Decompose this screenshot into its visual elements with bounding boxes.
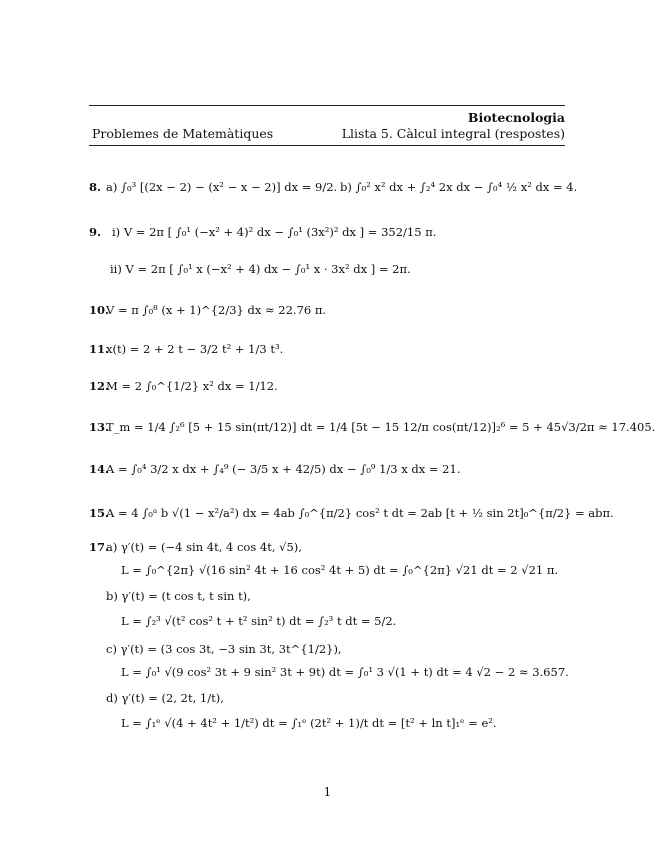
item-number: 10. xyxy=(89,303,110,317)
header-top-rule xyxy=(89,105,565,106)
answer-line: i) V = 2π [ ∫₀¹ (−x² + 4)² dx − ∫₀¹ (3x²)² dx ] = 352/15 π. xyxy=(112,225,437,239)
answer-line: b) ∫₀² x² dx + ∫₂⁴ 2x dx − ∫₀⁴ ½ x² dx = 4. xyxy=(340,180,578,194)
item-number: 14. xyxy=(89,462,110,476)
answer-line: x(t) = 2 + 2 t − 3/2 t² + 1/3 t³. xyxy=(106,342,284,356)
answer-line: a) γ′(t) = (−4 sin 4t, 4 cos 4t, √5), xyxy=(106,540,302,554)
document-title: Problemes de Matemàtiques xyxy=(92,126,274,141)
item-number: 17. xyxy=(89,540,110,554)
page-number: 1 xyxy=(323,785,332,799)
course-name: Biotecnologia xyxy=(467,110,565,125)
header-bottom-rule xyxy=(89,145,565,146)
answer-line: L = ∫₀¹ √(9 cos² 3t + 9 sin² 3t + 9t) dt = ∫₀¹ 3 √(1 + t) dt = 4 √2 − 2 ≈ 3.657. xyxy=(121,665,569,679)
item-number: 8. xyxy=(89,180,102,194)
item-number: 11. xyxy=(89,342,110,356)
answer-line: M = 2 ∫₀^{1/2} x² dx = 1/12. xyxy=(106,379,278,393)
item-number: 12. xyxy=(89,379,110,393)
item-number: 13. xyxy=(89,420,110,434)
answer-line: V = π ∫₀⁸ (x + 1)^{2/3} dx ≈ 22.76 π. xyxy=(106,303,327,317)
answer-line: c) γ′(t) = (3 cos 3t, −3 sin 3t, 3t^{1/2}), xyxy=(106,642,342,656)
answer-line: T_m = 1/4 ∫₂⁶ [5 + 15 sin(πt/12)] dt = 1/4 [5t − 15 12/π cos(πt/12)]₂⁶ = 5 + 45√3/2π ≈ 17.405. xyxy=(106,420,655,434)
item-number: 15. xyxy=(89,506,110,520)
answer-line: L = ∫₀^{2π} √(16 sin² 4t + 16 cos² 4t + 5) dt = ∫₀^{2π} √21 dt = 2 √21 π. xyxy=(121,563,559,577)
answer-line: ii) V = 2π [ ∫₀¹ x (−x² + 4) dx − ∫₀¹ x · 3x² dx ] = 2π. xyxy=(110,262,411,276)
answer-line: d) γ′(t) = (2, 2t, 1/t), xyxy=(106,691,224,705)
answer-line: b) γ′(t) = (t cos t, t sin t), xyxy=(106,589,251,603)
answer-line: L = ∫₁ᵉ √(4 + 4t² + 1/t²) dt = ∫₁ᵉ (2t² + 1)/t dt = [t² + ln t]₁ᵉ = e². xyxy=(121,716,497,730)
list-title: Llista 5. Càlcul integral (respostes) xyxy=(341,126,565,141)
answer-line: A = 4 ∫₀ᵃ b √(1 − x²/a²) dx = 4ab ∫₀^{π/2} cos² t dt = 2ab [t + ½ sin 2t]₀^{π/2} = abπ. xyxy=(106,506,614,520)
item-number: 9. xyxy=(89,225,102,239)
answer-line: L = ∫₂³ √(t² cos² t + t² sin² t) dt = ∫₂³ t dt = 5/2. xyxy=(121,614,397,628)
answer-line: A = ∫₀⁴ 3/2 x dx + ∫₄⁹ (− 3/5 x + 42/5) dx − ∫₀⁹ 1/3 x dx = 21. xyxy=(106,462,461,476)
answer-line: a) ∫₀³ [(2x − 2) − (x² − x − 2)] dx = 9/2. xyxy=(106,180,338,194)
